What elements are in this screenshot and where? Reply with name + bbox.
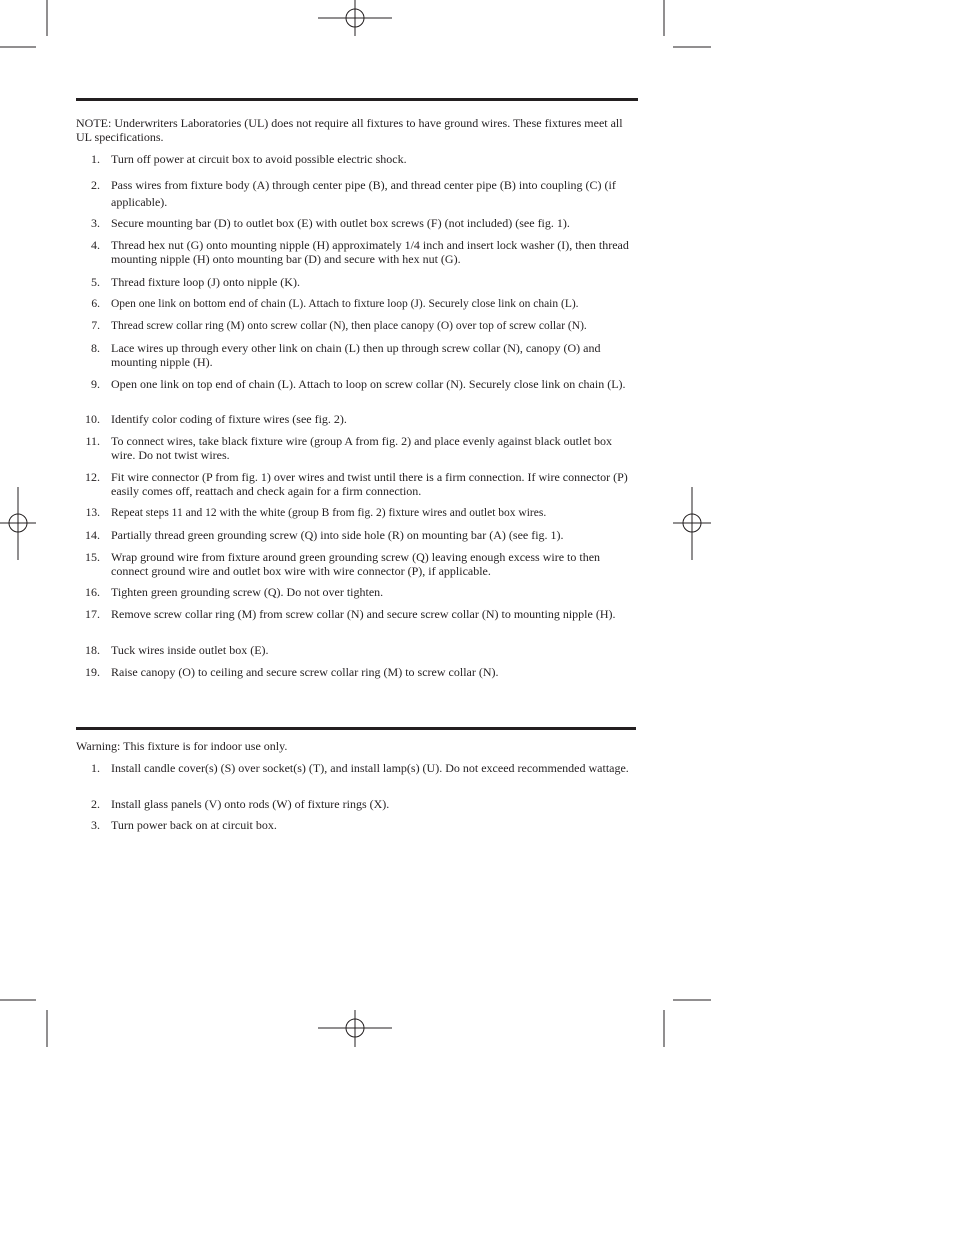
crop-mark-bottom-left <box>0 1000 47 1047</box>
list-item: 13. Repeat steps 11 and 12 with the white (group B from fig. 2) fixture wires and outlet box wires. <box>85 507 547 519</box>
ground-wire-note: NOTE: Underwriters Laboratories (UL) does not require all fixtures to have ground wires. These fixtures meet all UL specifications. <box>76 116 623 144</box>
list-item: 17. Remove screw collar ring (M) from screw collar (N) and secure screw collar (N) to mounting nipple (H). <box>85 607 616 621</box>
registration-mark-bottom <box>318 1010 392 1047</box>
registration-mark-top <box>318 0 392 36</box>
list-item: 4. Thread hex nut (G) onto mounting nipple (H) approximately 1/4 inch and insert lock washer (I), then thread mounting nipple (H) onto mounting bar (D) and secure with hex nut (G). <box>91 238 629 266</box>
list-item: 2. Pass wires from fixture body (A) through center pipe (B), and thread center pipe (B) into coupling (C) (if applicable). <box>91 178 616 209</box>
list-item: 1. Install candle cover(s) (S) over socket(s) (T), and install lamp(s) (U). Do not exceed recommended wattage. <box>91 761 629 775</box>
list-item: 8. Lace wires up through every other link on chain (L) then up through screw collar (N), canopy (O) and mounting nipple (H). <box>91 341 601 369</box>
list-item: 6. Open one link on bottom end of chain (L). Attach to fixture loop (J). Securely close link on chain (L). <box>91 298 579 310</box>
list-item: 1. Turn off power at circuit box to avoid possible electric shock. <box>91 152 407 166</box>
crop-mark-bottom-right <box>664 1000 711 1047</box>
registration-mark-right <box>673 487 711 560</box>
crop-mark-top-left <box>0 0 47 47</box>
indoor-use-warning: Warning: This fixture is for indoor use only. <box>76 739 288 753</box>
list-item: 15. Wrap ground wire from fixture around green grounding screw (Q) leaving enough excess wire to then connect ground wire and outlet box wire with wire connector (P), if applicable. <box>85 550 601 578</box>
section-divider-finishing <box>76 727 636 730</box>
list-item: 12. Fit wire connector (P from fig. 1) over wires and twist until there is a firm connection. If wire connector (P) easily comes off, reattach and check again for a firm connection. <box>85 470 628 498</box>
list-item: 14. Partially thread green grounding screw (Q) into side hole (R) on mounting bar (A) (see fig. 1). <box>85 528 564 542</box>
list-item: 7. Thread screw collar ring (M) onto screw collar (N), then place canopy (O) over top of screw collar (N). <box>91 320 587 332</box>
section-divider-installation <box>76 98 638 101</box>
crop-mark-top-right <box>664 0 711 47</box>
list-item: 3. Secure mounting bar (D) to outlet box (E) with outlet box screws (F) (not included) (see fig. 1). <box>91 216 570 230</box>
registration-mark-left <box>0 487 36 560</box>
list-item: 11. To connect wires, take black fixture wire (group A from fig. 2) and place evenly against black outlet box wire. Do not twist wires. <box>85 434 612 462</box>
list-item: 10. Identify color coding of fixture wires (see fig. 2). <box>85 412 347 426</box>
list-item: 2. Install glass panels (V) onto rods (W) of fixture rings (X). <box>91 797 390 811</box>
list-item: 5. Thread fixture loop (J) onto nipple (K). <box>91 275 300 289</box>
list-item: 18. Tuck wires inside outlet box (E). <box>85 643 269 657</box>
list-item: 9. Open one link on top end of chain (L). Attach to loop on screw collar (N). Securely close link on chain (L). <box>91 377 626 391</box>
list-item: 19. Raise canopy (O) to ceiling and secure screw collar ring (M) to screw collar (N). <box>85 665 499 679</box>
list-item: 3. Turn power back on at circuit box. <box>91 818 277 832</box>
list-item: 16. Tighten green grounding screw (Q). Do not over tighten. <box>85 585 384 599</box>
